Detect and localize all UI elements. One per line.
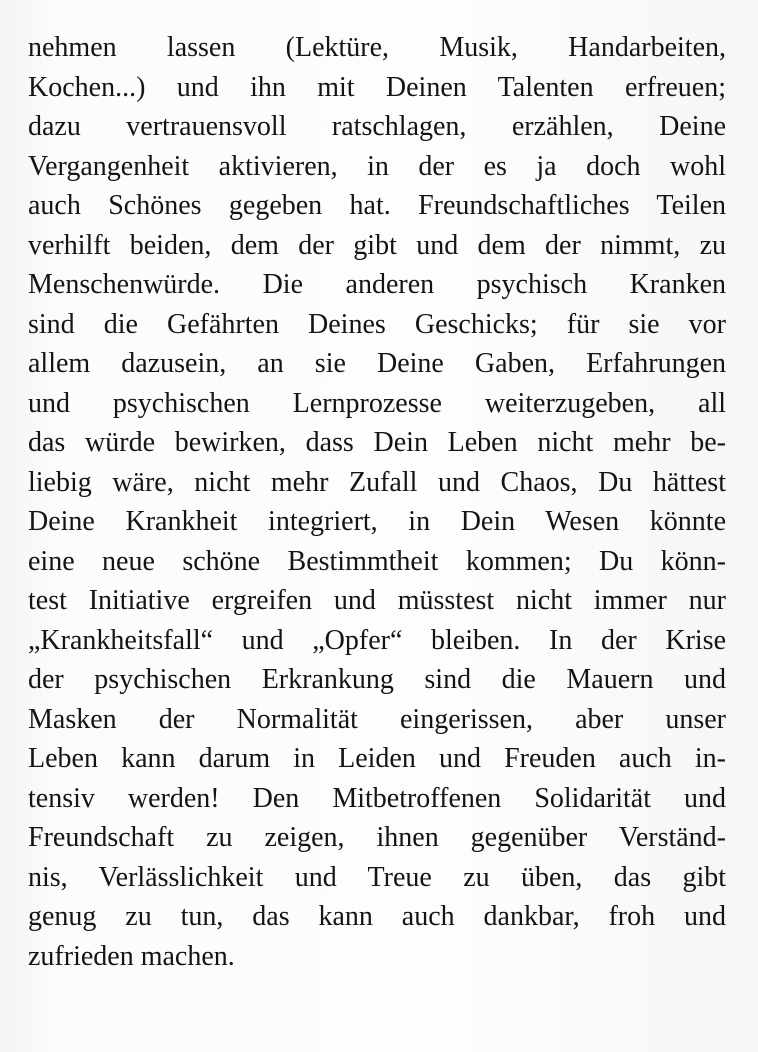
- text-line: Freundschaft zu zeigen, ihnen gegenüber Verständ-: [28, 822, 726, 853]
- text-line: nis, Verlässlichkeit und Treue zu üben, das gibt: [28, 861, 726, 893]
- text-line: genug zu tun, das kann auch dankbar, froh und: [28, 901, 726, 932]
- body-text: [28, 28, 726, 976]
- text-line: Vergangenheit aktivieren, in der es ja doch wohl: [28, 150, 726, 182]
- text-line: tensiv werden! Den Mitbetroffenen Solidarität und: [28, 782, 726, 814]
- text-line: der psychischen Erkrankung sind die Mauern und: [28, 664, 726, 695]
- text-line: sind die Gefährten Deines Geschicks; für sie vor: [28, 308, 726, 340]
- text-line-last: zufrieden machen.: [28, 940, 235, 972]
- text-line: Menschenwürde. Die anderen psychisch Kranken: [28, 269, 726, 300]
- text-line: und psychischen Lernprozesse weiterzugeben, all: [28, 387, 726, 419]
- text-line: Deine Krankheit integriert, in Dein Wesen könnte: [28, 506, 726, 537]
- text-line: das würde bewirken, dass Dein Leben nicht mehr be-: [28, 427, 726, 458]
- text-line: eine neue schöne Bestimmtheit kommen; Du könn-: [28, 545, 726, 577]
- text-line: verhilft beiden, dem der gibt und dem der nimmt, zu: [28, 229, 726, 261]
- text-line: nehmen lassen (Lektüre, Musik, Handarbeiten,: [28, 32, 726, 63]
- text-line: Kochen...) und ihn mit Deinen Talenten erfreuen;: [28, 71, 726, 103]
- text-line: test Initiative ergreifen und müsstest nicht immer nur: [28, 585, 726, 616]
- text-line: allem dazusein, an sie Deine Gaben, Erfahrungen: [28, 348, 726, 379]
- text-line: liebig wäre, nicht mehr Zufall und Chaos, Du hättest: [28, 466, 726, 498]
- text-line: Leben kann darum in Leiden und Freuden auch in-: [28, 743, 726, 774]
- text-line: Masken der Normalität eingerissen, aber unser: [28, 703, 726, 735]
- text-line: „Krankheitsfall“ und „Opfer“ bleiben. In der Krise: [28, 624, 726, 656]
- text-line: auch Schönes gegeben hat. Freundschaftliches Teilen: [28, 190, 726, 221]
- text-line: dazu vertrauensvoll ratschlagen, erzählen, Deine: [28, 111, 726, 142]
